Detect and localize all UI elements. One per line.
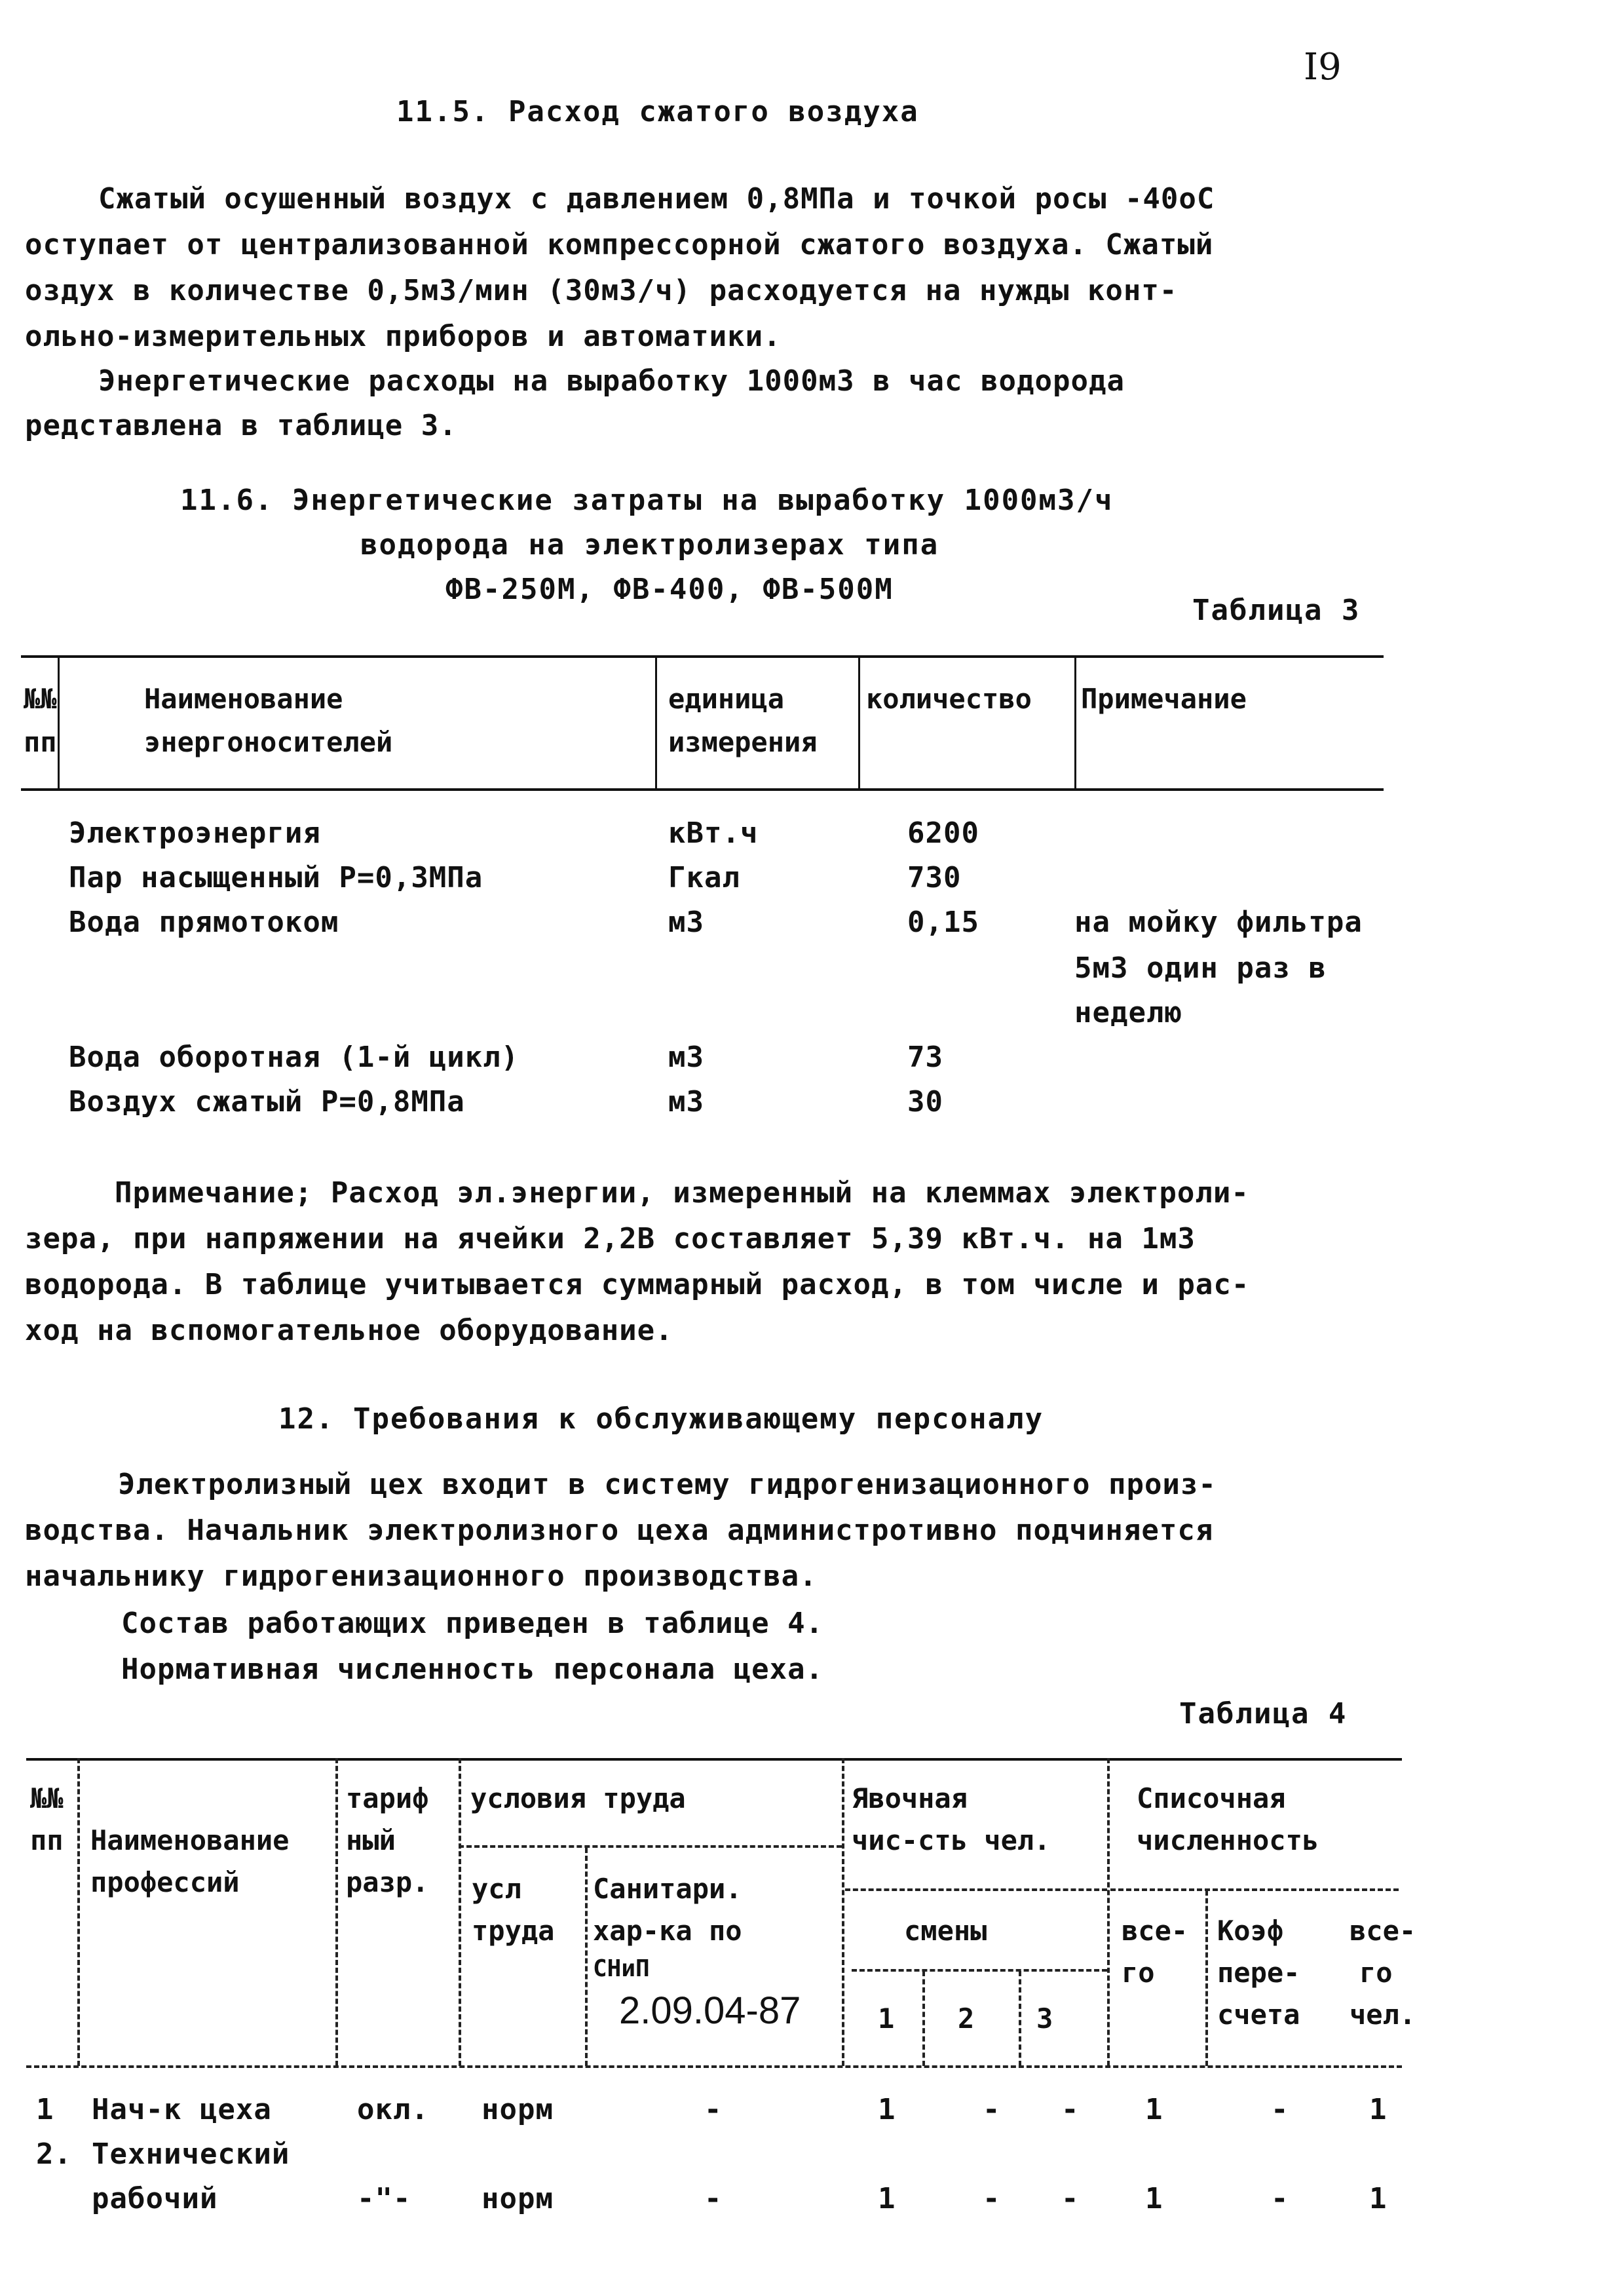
t4-header-num: №№ — [30, 1782, 64, 1814]
table-row-note: 5м3 один раз в — [1074, 951, 1327, 985]
section-12-title: 12. Требования к обслуживающему персоналу — [278, 1402, 1044, 1436]
t4-header-prof: профессий — [90, 1866, 240, 1898]
paragraph-line: Электролизный цех входит в систему гидрогенизационного произ- — [118, 1468, 1217, 1501]
t4-header-total: го — [1122, 1957, 1155, 1989]
t4-header-list: численность — [1137, 1824, 1319, 1856]
t4-row-cond: норм — [482, 2182, 554, 2215]
t4-row-cond: норм — [482, 2093, 554, 2126]
t4-header-prof: Наименование — [90, 1824, 290, 1856]
t4-header-coef: Коэф — [1217, 1915, 1284, 1947]
t4-header-shifts: смены — [904, 1915, 987, 1947]
t4-row-num: 1 — [36, 2093, 54, 2126]
paragraph-line: водства. Начальник электролизного цеха администротивно подчиняется — [25, 1514, 1214, 1547]
table-row-qty: 30 — [907, 1085, 943, 1119]
t4-header-san: 2.09.04-87 — [619, 1989, 801, 2032]
t4-row-total: 1 — [1145, 2182, 1163, 2215]
paragraph-line: редставлена в таблице 3. — [25, 409, 457, 442]
section-11-6-title: ФВ-250М, ФВ-400, ФВ-500М — [445, 573, 894, 606]
t4-header-tariff: разр. — [346, 1866, 429, 1898]
section-11-6-title: водорода на электролизерах типа — [360, 528, 939, 562]
t4-header-san: хар-ка по — [593, 1915, 742, 1947]
table-row-note: на мойку фильтра — [1074, 906, 1363, 939]
t4-header-attend: Явочная — [852, 1782, 968, 1814]
t4-header-total: все- — [1122, 1915, 1188, 1947]
header-note: Примечание — [1081, 683, 1247, 715]
t4-header-san: СНиП — [593, 1955, 650, 1982]
table-row-unit: м3 — [668, 1041, 704, 1074]
t4-header-cond: труда — [472, 1915, 555, 1947]
t4-row-s1: 1 — [878, 2093, 896, 2126]
note-line: зера, при напряжении на ячейки 2,2В составляет 5,39 кВт.ч. на 1м3 — [25, 1222, 1196, 1255]
section-11-6-title: 11.6. Энергетические затраты на выработку 1000м3/ч — [180, 484, 1114, 517]
table-row-qty: 730 — [907, 861, 962, 894]
t4-row-san: - — [704, 2182, 723, 2215]
paragraph-line: начальнику гидрогенизационного производства. — [25, 1559, 818, 1593]
t4-row-s2: - — [983, 2093, 1001, 2126]
table-row-unit: м3 — [668, 1085, 704, 1119]
t4-header-tariff: ный — [346, 1824, 396, 1856]
note-line: Примечание; Расход эл.энергии, измеренный на клеммах электроли- — [115, 1176, 1249, 1210]
table-row-name: Вода оборотная (1-й цикл) — [69, 1041, 519, 1074]
paragraph-line: Энергетические расходы на выработку 1000м3 в час водорода — [98, 364, 1125, 398]
t4-row-total: 1 — [1145, 2093, 1163, 2126]
paragraph-line: оздух в количестве 0,5м3/мин (30м3/ч) расходуется на нужды конт- — [25, 274, 1178, 307]
paragraph-line: ольно-измерительных приборов и автоматики. — [25, 320, 782, 353]
t4-header-san: Санитари. — [593, 1873, 742, 1905]
t4-row-san: - — [704, 2093, 723, 2126]
t4-row-s3: - — [1061, 2182, 1080, 2215]
header-name: Наименование — [144, 683, 343, 715]
t4-row-name: Нач-к цеха — [92, 2093, 272, 2126]
header-name: энергоносителей — [144, 726, 393, 758]
t4-header-shift-2: 2 — [958, 2002, 975, 2035]
table-row-note: неделю — [1074, 996, 1182, 1029]
paragraph-line: Сжатый осушенный воздух с давлением 0,8МПа и точкой росы -40оС — [98, 182, 1215, 216]
page-number: I9 — [1304, 46, 1342, 88]
table-row-qty: 6200 — [907, 816, 979, 850]
table-row-qty: 73 — [907, 1041, 943, 1074]
header-num: пп — [24, 726, 57, 758]
header-unit: единица — [668, 683, 785, 715]
t4-row-all: 1 — [1369, 2093, 1388, 2126]
paragraph-line: Нормативная численность персонала цеха. — [121, 1653, 824, 1686]
table-4-label: Таблица 4 — [1179, 1697, 1348, 1731]
t4-row-s2: - — [983, 2182, 1001, 2215]
t4-header-list: Списочная — [1137, 1782, 1286, 1814]
section-11-5-title: 11.5. Расход сжатого воздуха — [396, 95, 919, 128]
header-unit: измерения — [668, 726, 818, 758]
t4-header-cond: усл — [472, 1873, 521, 1905]
paragraph-line: Состав работающих приведен в таблице 4. — [121, 1607, 824, 1640]
t4-header-coef: пере- — [1217, 1957, 1300, 1989]
t4-row-tariff: -"- — [357, 2182, 411, 2215]
table-row-qty: 0,15 — [907, 906, 979, 939]
header-qty: количество — [866, 683, 1032, 715]
t4-row-name: Технический — [92, 2137, 290, 2171]
note-line: водорода. В таблице учитывается суммарный расход, в том числе и рас- — [25, 1268, 1250, 1301]
header-num: №№ — [24, 683, 57, 715]
t4-header-shift-1: 1 — [878, 2002, 895, 2035]
t4-row-num: 2. — [36, 2137, 72, 2171]
table-row-unit: м3 — [668, 906, 704, 939]
t4-header-num: пп — [30, 1824, 64, 1856]
t4-header-all: го — [1359, 1957, 1393, 1989]
table-row-name: Электроэнергия — [69, 816, 321, 850]
t4-row-name: рабочий — [92, 2182, 218, 2215]
t4-header-tariff: тариф — [346, 1782, 429, 1814]
t4-row-tariff: окл. — [357, 2093, 429, 2126]
t4-row-coef: - — [1271, 2182, 1289, 2215]
t4-row-s1: 1 — [878, 2182, 896, 2215]
t4-header-conditions: условия труда — [470, 1782, 686, 1814]
t4-row-coef: - — [1271, 2093, 1289, 2126]
table-row-name: Вода прямотоком — [69, 906, 339, 939]
table-row-unit: Гкал — [668, 861, 740, 894]
table-row-unit: кВт.ч — [668, 816, 759, 850]
t4-header-attend: чис-сть чел. — [852, 1824, 1051, 1856]
t4-header-coef: счета — [1217, 1999, 1300, 2031]
paragraph-line: оступает от централизованной компрессорной сжатого воздуха. Сжатый — [25, 228, 1214, 261]
t4-row-all: 1 — [1369, 2182, 1388, 2215]
table-row-name: Воздух сжатый Р=0,8МПа — [69, 1085, 465, 1119]
table-3-label: Таблица 3 — [1192, 594, 1361, 627]
note-line: ход на вспомогательное оборудование. — [25, 1314, 673, 1347]
t4-header-all: все- — [1350, 1915, 1416, 1947]
t4-row-s3: - — [1061, 2093, 1080, 2126]
t4-header-all: чел. — [1350, 1999, 1416, 2031]
t4-header-shift-3: 3 — [1036, 2002, 1053, 2035]
table-row-name: Пар насыщенный Р=0,3МПа — [69, 861, 483, 894]
